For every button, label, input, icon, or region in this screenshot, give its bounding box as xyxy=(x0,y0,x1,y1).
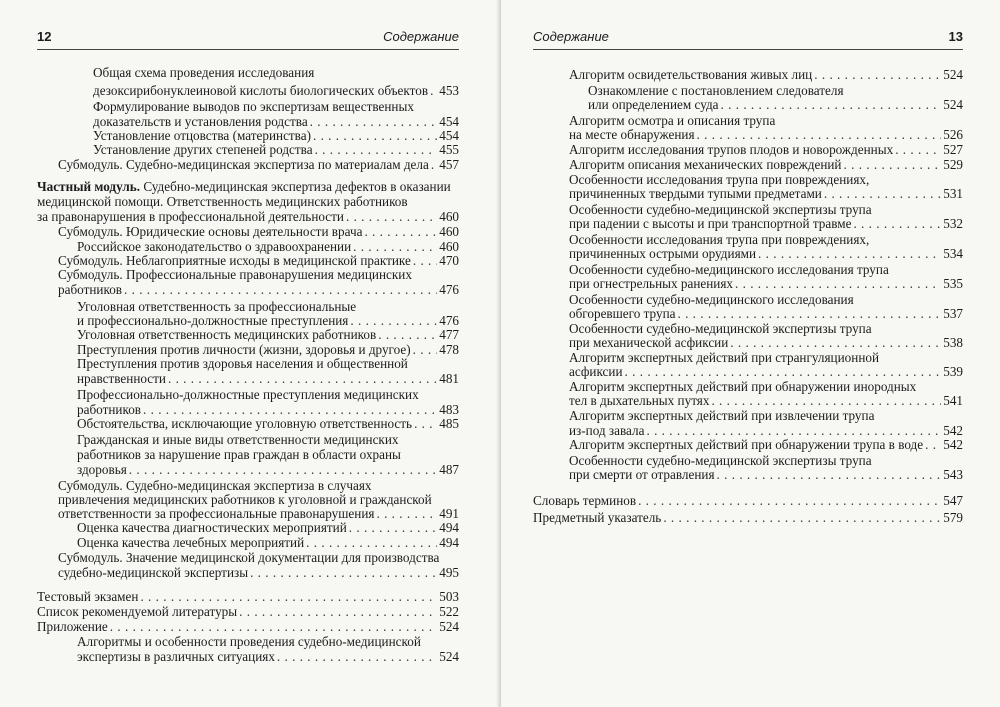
header-rule xyxy=(37,49,459,50)
toc-page-number: 494 xyxy=(439,520,459,535)
toc-entry xyxy=(569,127,963,142)
toc-entry xyxy=(58,282,459,297)
dot-leader xyxy=(925,437,941,452)
toc-entry-title: работников xyxy=(77,402,142,417)
toc-entry xyxy=(93,114,459,129)
toc-page-number: 481 xyxy=(439,371,459,386)
toc-entry-title: на месте обнаружения xyxy=(569,127,695,142)
toc-entry xyxy=(58,267,412,282)
dot-leader xyxy=(140,589,437,604)
toc-entry-title: привлечения медицинских работников к уголовной и гражданской xyxy=(58,492,432,507)
dot-leader xyxy=(378,327,437,342)
toc-entry-title: за правонарушения в профессиональной деятельности xyxy=(37,209,344,224)
toc-entry-title: дезоксирибонуклеиновой кислоты биологических объектов xyxy=(93,83,429,98)
toc-page-number: 542 xyxy=(943,437,963,452)
toc-entry xyxy=(569,172,869,187)
right-page xyxy=(501,0,1000,707)
toc-page-number: 460 xyxy=(439,209,459,224)
toc-page-number: 460 xyxy=(439,224,459,239)
toc-page-number: 491 xyxy=(439,506,459,521)
toc-entry-title: Алгоритм осмотра и описания трупа xyxy=(569,113,776,128)
toc-entry xyxy=(569,350,879,365)
toc-entry-title: причиненных твердыми тупыми предметами xyxy=(569,186,822,201)
toc-entry xyxy=(77,356,408,371)
toc-entry xyxy=(569,232,869,247)
dot-leader xyxy=(431,157,437,172)
toc-entry-title: доказательств и установления родства xyxy=(93,114,308,129)
dot-leader xyxy=(730,335,941,350)
running-header-title: Содержание xyxy=(383,29,459,44)
dot-leader xyxy=(895,142,941,157)
toc-entry-title: при огнестрельных ранениях xyxy=(569,276,734,291)
toc-entry xyxy=(37,179,451,194)
dot-leader xyxy=(697,127,942,142)
toc-entry xyxy=(569,306,963,321)
toc-page-number: 541 xyxy=(943,393,963,408)
toc-entry xyxy=(93,65,314,80)
toc-entry xyxy=(569,157,963,172)
toc-entry xyxy=(77,520,459,535)
dot-leader xyxy=(430,83,437,98)
toc-entry xyxy=(569,186,963,201)
toc-entry-title: Субмодуль. Профессиональные правонарушения медицинских xyxy=(58,267,412,282)
toc-entry xyxy=(569,262,889,277)
dot-leader xyxy=(717,467,942,482)
toc-entry xyxy=(588,83,844,98)
toc-page-number: 495 xyxy=(439,565,459,580)
toc-entry-title: причиненных острыми орудиями xyxy=(569,246,757,261)
toc-entry-title: Обстоятельства, исключающие уголовную ответственность xyxy=(77,416,413,431)
dot-leader xyxy=(735,276,941,291)
toc-entry xyxy=(37,209,459,224)
dot-leader xyxy=(143,402,437,417)
toc-entry-title: Оценка качества диагностических мероприятий xyxy=(77,520,347,535)
toc-entry xyxy=(569,467,963,482)
toc-entry-title xyxy=(37,179,451,194)
toc-page-number: 455 xyxy=(439,142,459,157)
toc-entry xyxy=(77,402,459,417)
toc-entry-title: Алгоритм экспертных действий при извлечении трупа xyxy=(569,408,875,423)
toc-entry-title: или определением суда xyxy=(588,97,719,112)
dot-leader xyxy=(824,186,941,201)
toc-entry-title: при смерти от отравления xyxy=(569,467,715,482)
toc-entry-title: нравственности xyxy=(77,371,166,386)
toc-entry-title: работников за нарушение прав граждан в области охраны xyxy=(77,447,401,462)
toc-entry-title: Преступления против здоровья населения и общественной xyxy=(77,356,408,371)
toc-page-number: 454 xyxy=(439,114,459,129)
toc-entry-title: Субмодуль. Судебно-медицинская экспертиза по материалам дела xyxy=(58,157,429,172)
toc-entry xyxy=(569,335,963,350)
toc-entry xyxy=(77,313,459,328)
toc-entry-title: Профессионально-должностные преступления медицинских xyxy=(77,387,419,402)
toc-entry xyxy=(37,589,459,604)
toc-page-number: 470 xyxy=(439,253,459,268)
toc-entry xyxy=(77,299,356,314)
toc-page-number: 524 xyxy=(943,67,963,82)
dot-leader xyxy=(250,565,437,580)
dot-leader xyxy=(110,619,437,634)
toc-entry-title: Особенности исследования трупа при повреждениях, xyxy=(569,232,870,247)
dot-leader xyxy=(306,535,437,550)
toc-entry xyxy=(77,462,459,477)
toc-entry-title: Алгоритм экспертных действий при обнаружении инородных xyxy=(569,379,917,394)
toc-entry-title: Гражданская и иные виды ответственности медицинских xyxy=(77,432,399,447)
left-page-header xyxy=(37,29,459,49)
toc-entry xyxy=(569,142,963,157)
toc-entry-title: Уголовная ответственность медицинских работников xyxy=(77,327,377,342)
toc-entry xyxy=(58,253,459,268)
toc-page-number: 539 xyxy=(943,364,963,379)
dot-leader xyxy=(646,423,941,438)
toc-entry-title: Особенности судебно-медицинской экспертизы трупа xyxy=(569,321,872,336)
toc-entry-title: при механической асфиксии xyxy=(569,335,729,350)
toc-entry-title: тел в дыхательных путях xyxy=(569,393,710,408)
toc-entry xyxy=(58,492,432,507)
toc-entry-title: Оценка качества лечебных мероприятий xyxy=(77,535,305,550)
toc-entry-title: медицинской помощи. Ответственность медицинских работников xyxy=(37,194,408,209)
toc-entry xyxy=(569,364,963,379)
toc-entry xyxy=(58,565,459,580)
toc-page-number: 524 xyxy=(943,97,963,112)
left-page xyxy=(0,0,499,707)
running-header-title: Содержание xyxy=(533,29,609,44)
page-number: 12 xyxy=(37,29,52,44)
dot-leader xyxy=(129,462,437,477)
toc-page-number: 478 xyxy=(439,342,459,357)
dot-leader xyxy=(638,493,941,508)
dot-leader xyxy=(413,253,437,268)
dot-leader xyxy=(625,364,942,379)
module-label: Частный модуль. xyxy=(37,179,141,194)
toc-entry xyxy=(93,83,459,98)
toc-entry-title: Тестовый экзамен xyxy=(37,589,139,604)
toc-page-number: 524 xyxy=(439,649,459,664)
dot-leader xyxy=(376,506,437,521)
toc-entry-title: Алгоритм освидетельствования живых лиц xyxy=(569,67,813,82)
dot-leader xyxy=(414,416,437,431)
toc-entry xyxy=(533,493,963,508)
header-rule xyxy=(533,49,963,50)
toc-entry xyxy=(569,393,963,408)
right-page-header xyxy=(533,29,963,49)
toc-entry-title: судебно-медицинской экспертизы xyxy=(58,565,249,580)
toc-entry-title: Особенности исследования трупа при повреждениях, xyxy=(569,172,870,187)
toc-entry xyxy=(37,194,408,209)
toc-entry xyxy=(569,423,963,438)
toc-entry-title: Особенности судебно-медицинской экспертизы трупа xyxy=(569,453,872,468)
toc-page-number: 579 xyxy=(943,510,963,525)
toc-entry-title: Российское законодательство о здравоохранении xyxy=(77,239,352,254)
toc-entry xyxy=(58,506,459,521)
toc-page-number: 476 xyxy=(439,313,459,328)
toc-entry-title: здоровья xyxy=(77,462,127,477)
toc-entry-title: Ознакомление с постановлением следователя xyxy=(588,83,844,98)
toc-entry-title: и профессионально-должностные преступления xyxy=(77,313,349,328)
toc-page-number: 524 xyxy=(439,619,459,634)
toc-entry-title: Алгоритм описания механических повреждений xyxy=(569,157,842,172)
toc-page-number: 532 xyxy=(943,216,963,231)
toc-entry xyxy=(77,239,459,254)
toc-entry xyxy=(77,327,459,342)
toc-entry xyxy=(569,292,854,307)
toc-entry xyxy=(77,447,401,462)
toc-page-number: 529 xyxy=(943,157,963,172)
toc-entry-title: Словарь терминов xyxy=(533,493,637,508)
toc-entry-title: асфиксии xyxy=(569,364,623,379)
dot-leader xyxy=(413,342,438,357)
toc-page-number: 538 xyxy=(943,335,963,350)
toc-page-number: 547 xyxy=(943,493,963,508)
toc-entry-title: Общая схема проведения исследования xyxy=(93,65,315,80)
toc-page-number: 454 xyxy=(439,128,459,143)
toc-entry xyxy=(77,634,421,649)
toc-entry xyxy=(77,432,399,447)
dot-leader xyxy=(844,157,942,172)
dot-leader xyxy=(350,313,437,328)
toc-entry xyxy=(569,379,916,394)
toc-entry xyxy=(569,113,775,128)
toc-entry xyxy=(77,416,459,431)
toc-page-number: 522 xyxy=(439,604,459,619)
toc-page-number: 457 xyxy=(439,157,459,172)
toc-entry xyxy=(93,142,459,157)
toc-entry xyxy=(569,453,872,468)
toc-page-number: 453 xyxy=(439,83,459,98)
toc-entry xyxy=(77,342,459,357)
dot-leader xyxy=(721,97,942,112)
toc-entry xyxy=(569,202,872,217)
toc-page-number: 460 xyxy=(439,239,459,254)
toc-page-number: 477 xyxy=(439,327,459,342)
toc-entry xyxy=(58,157,459,172)
toc-entry-title: Формулирование выводов по экспертизам вещественных xyxy=(93,99,414,114)
toc-entry-title: Установление других степеней родства xyxy=(93,142,313,157)
dot-leader xyxy=(814,67,941,82)
toc-entry-title: экспертизы в различных ситуациях xyxy=(77,649,275,664)
toc-entry-title: Особенности судебно-медицинского исследования xyxy=(569,292,854,307)
toc-entry-title: Преступления против личности (жизни, здоровья и другое) xyxy=(77,342,411,357)
toc-page-number: 494 xyxy=(439,535,459,550)
toc-entry-title: работников xyxy=(58,282,123,297)
toc-entry xyxy=(569,276,963,291)
toc-page-number: 531 xyxy=(943,186,963,201)
toc-entry xyxy=(77,371,459,386)
dot-leader xyxy=(239,604,437,619)
toc-entry-text: Судебно-медицинская экспертиза дефектов в оказании xyxy=(143,179,451,194)
toc-entry-title: Субмодуль. Значение медицинской документации для производства xyxy=(58,550,440,565)
dot-leader xyxy=(353,239,437,254)
dot-leader xyxy=(663,510,941,525)
toc-page-number: 487 xyxy=(439,462,459,477)
toc-entry xyxy=(569,408,874,423)
toc-page-number: 476 xyxy=(439,282,459,297)
toc-entry xyxy=(58,478,372,493)
toc-entry xyxy=(58,224,459,239)
toc-entry-title: Особенности судебно-медицинской экспертизы трупа xyxy=(569,202,872,217)
dot-leader xyxy=(313,128,437,143)
dot-leader xyxy=(346,209,437,224)
toc-entry xyxy=(588,97,963,112)
dot-leader xyxy=(277,649,437,664)
toc-page-number: 503 xyxy=(439,589,459,604)
toc-entry-title: Приложение xyxy=(37,619,108,634)
dot-leader xyxy=(364,224,437,239)
toc-entry-title: Субмодуль. Неблагоприятные исходы в медицинской практике xyxy=(58,253,411,268)
toc-entry-title: при падении с высоты и при транспортной травме xyxy=(569,216,852,231)
toc-entry xyxy=(569,321,872,336)
toc-entry xyxy=(569,246,963,261)
toc-entry xyxy=(533,510,963,525)
toc-page-number: 526 xyxy=(943,127,963,142)
toc-entry-title: Субмодуль. Юридические основы деятельности врача xyxy=(58,224,363,239)
toc-page-number: 534 xyxy=(943,246,963,261)
toc-entry xyxy=(93,128,459,143)
dot-leader xyxy=(758,246,941,261)
toc-entry-title: Установление отцовства (материнства) xyxy=(93,128,311,143)
toc-page-number: 483 xyxy=(439,402,459,417)
page-number: 13 xyxy=(948,29,963,44)
toc-entry xyxy=(569,437,963,452)
toc-page-number: 537 xyxy=(943,306,963,321)
toc-entry-title: ответственности за профессиональные правонарушения xyxy=(58,506,375,521)
dot-leader xyxy=(349,520,437,535)
dot-leader xyxy=(310,114,438,129)
dot-leader xyxy=(315,142,438,157)
toc-entry-title: Субмодуль. Судебно-медицинская экспертиза в случаях xyxy=(58,478,372,493)
toc-entry-title: обгоревшего трупа xyxy=(569,306,676,321)
toc-entry-title: Алгоритм экспертных действий при странгуляционной xyxy=(569,350,880,365)
toc-entry xyxy=(569,67,963,82)
dot-leader xyxy=(853,216,941,231)
toc-entry xyxy=(77,387,419,402)
toc-page-number: 543 xyxy=(943,467,963,482)
toc-page-number: 485 xyxy=(439,416,459,431)
toc-entry-title: Особенности судебно-медицинского исследования трупа xyxy=(569,262,889,277)
toc-entry xyxy=(77,535,459,550)
toc-entry-title: Список рекомендуемой литературы xyxy=(37,604,238,619)
toc-page-number: 535 xyxy=(943,276,963,291)
toc-entry-title: Предметный указатель xyxy=(533,510,662,525)
toc-entry-title: Алгоритм экспертных действий при обнаружении трупа в воде xyxy=(569,437,924,452)
toc-entry xyxy=(58,550,439,565)
toc-entry-title: Алгоритм исследования трупов плодов и новорожденных xyxy=(569,142,894,157)
toc-entry xyxy=(93,99,414,114)
toc-entry-title: Алгоритмы и особенности проведения судебно-медицинской xyxy=(77,634,421,649)
toc-entry xyxy=(37,619,459,634)
toc-entry xyxy=(37,604,459,619)
toc-entry xyxy=(77,649,459,664)
toc-entry xyxy=(569,216,963,231)
toc-entry-title: из-под завала xyxy=(569,423,645,438)
dot-leader xyxy=(711,393,941,408)
toc-page-number: 527 xyxy=(943,142,963,157)
dot-leader xyxy=(124,282,437,297)
toc-page-number: 542 xyxy=(943,423,963,438)
toc-entry-title: Уголовная ответственность за профессиональные xyxy=(77,299,357,314)
dot-leader xyxy=(168,371,437,386)
dot-leader xyxy=(677,306,941,321)
